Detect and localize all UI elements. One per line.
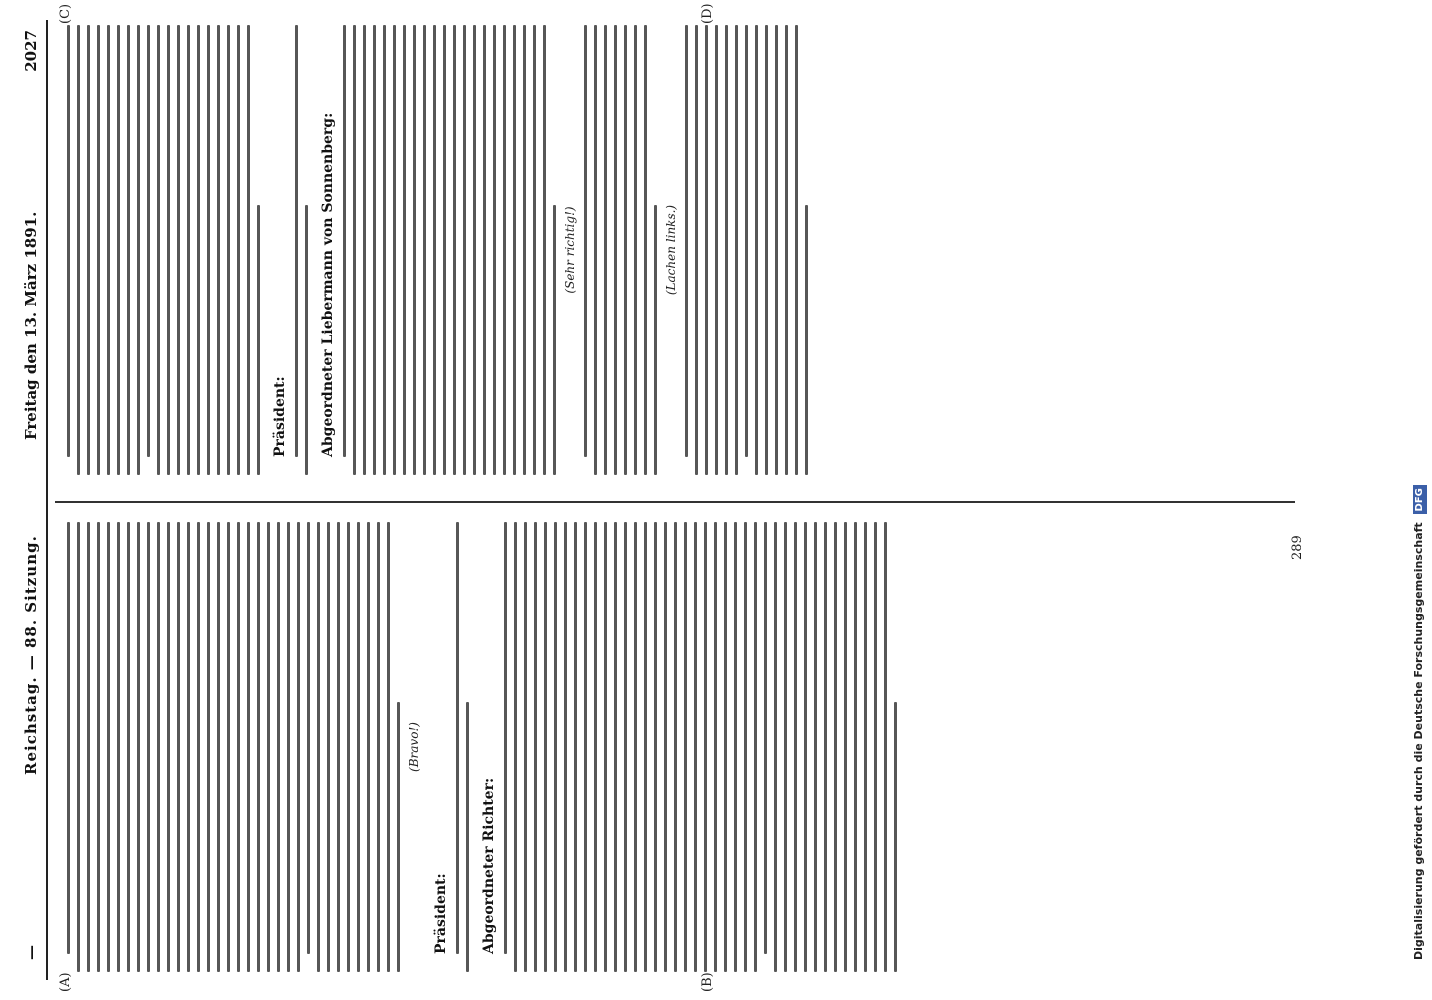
text-line — [553, 205, 556, 475]
text-line — [343, 25, 346, 457]
text-line — [894, 702, 897, 972]
text-line — [207, 25, 210, 475]
text-line — [564, 522, 567, 972]
text-line — [715, 25, 718, 475]
text-line — [514, 522, 517, 972]
text-line — [237, 522, 240, 972]
text-line — [157, 25, 160, 475]
text-line — [257, 205, 260, 475]
text-line — [503, 25, 506, 475]
text-line — [337, 522, 340, 972]
text-line — [456, 522, 459, 954]
text-line — [734, 522, 737, 972]
text-line — [804, 522, 807, 972]
text-line — [765, 25, 768, 475]
text-line — [77, 25, 80, 475]
digitization-credit — [1408, 0, 1430, 1000]
text-line — [794, 522, 797, 972]
text-line — [714, 522, 717, 972]
text-line — [413, 25, 416, 475]
text-line — [725, 25, 728, 475]
column-divider — [55, 502, 1295, 504]
right-column — [60, 25, 815, 475]
text-line — [107, 522, 110, 972]
text-line — [247, 25, 250, 475]
text-line — [644, 522, 647, 972]
text-line — [177, 522, 180, 972]
text-line — [644, 25, 647, 475]
body-text-block — [504, 522, 757, 972]
text-line — [453, 25, 456, 475]
text-line — [97, 522, 100, 972]
text-line — [824, 522, 827, 972]
text-line — [147, 25, 150, 457]
text-line — [854, 522, 857, 972]
text-line — [774, 522, 777, 972]
text-line — [87, 522, 90, 972]
text-line — [735, 25, 738, 475]
header-page-number: 2027 — [22, 30, 40, 72]
text-line — [137, 25, 140, 475]
speaker-name: Abgeordneter Richter: — [481, 777, 497, 954]
text-line — [207, 522, 210, 972]
text-line — [257, 522, 260, 972]
text-line — [267, 522, 270, 972]
text-line — [197, 25, 200, 475]
text-line — [614, 25, 617, 475]
text-line — [127, 522, 130, 972]
text-line — [685, 25, 688, 457]
text-line — [287, 522, 290, 972]
text-line — [694, 522, 697, 972]
text-line — [624, 25, 627, 475]
text-line — [523, 25, 526, 475]
text-line — [167, 522, 170, 972]
text-line — [387, 522, 390, 972]
text-line — [295, 25, 298, 457]
body-text-block — [67, 25, 140, 475]
text-line — [353, 25, 356, 475]
body-text-block — [745, 25, 808, 475]
footer-page-number: 289 — [1290, 535, 1305, 560]
text-line — [664, 522, 667, 972]
header-rule — [46, 20, 48, 980]
margin-letter-b: (B) — [700, 972, 715, 992]
text-line — [347, 522, 350, 972]
text-line — [604, 25, 607, 475]
text-line — [473, 25, 476, 475]
text-line — [745, 25, 748, 457]
text-line — [764, 522, 767, 954]
left-column — [60, 522, 904, 972]
text-line — [443, 25, 446, 475]
text-line — [604, 522, 607, 972]
body-text-block — [307, 522, 400, 972]
text-line — [704, 522, 707, 972]
text-line — [814, 522, 817, 972]
text-line — [614, 522, 617, 972]
text-line — [117, 522, 120, 972]
interjection: (Lachen links.) — [664, 204, 678, 296]
text-line — [784, 522, 787, 972]
body-text-block — [343, 25, 556, 475]
text-line — [147, 522, 150, 972]
text-line — [483, 25, 486, 475]
speaker-name: Abgeordneter Liebermann von Sonnenberg: — [320, 112, 336, 457]
text-line — [187, 25, 190, 475]
text-line — [534, 522, 537, 972]
text-line — [795, 25, 798, 475]
text-line — [433, 25, 436, 475]
text-line — [227, 25, 230, 475]
text-line — [744, 522, 747, 972]
body-text-block — [584, 25, 657, 475]
text-line — [493, 25, 496, 475]
text-line — [393, 25, 396, 475]
text-line — [674, 522, 677, 972]
text-line — [544, 522, 547, 972]
text-line — [97, 25, 100, 475]
text-line — [373, 25, 376, 475]
text-line — [884, 522, 887, 972]
speaker-name: Präsident: — [433, 873, 449, 954]
text-line — [624, 522, 627, 972]
text-line — [423, 25, 426, 475]
text-line — [463, 25, 466, 475]
text-line — [197, 522, 200, 972]
header-date: Freitag den 13. März 1891. — [22, 211, 40, 440]
header-dash: — — [22, 945, 40, 960]
text-line — [187, 522, 190, 972]
text-line — [754, 522, 757, 972]
text-line — [724, 522, 727, 972]
credit-text: Digitalisierung gefördert durch die Deutsche Forschungsgemeinschaft — [1412, 522, 1425, 960]
body-text-block — [147, 25, 260, 475]
margin-letter-c: (C) — [58, 3, 73, 24]
text-line — [805, 205, 808, 475]
text-line — [127, 25, 130, 475]
text-line — [363, 25, 366, 475]
text-line — [775, 25, 778, 475]
text-line — [466, 702, 469, 972]
text-line — [504, 522, 507, 954]
text-line — [247, 522, 250, 972]
text-line — [844, 522, 847, 972]
text-line — [297, 522, 300, 972]
header-session: Reichstag. — 88. Sitzung. — [22, 535, 40, 775]
text-line — [77, 522, 80, 972]
body-text-block — [456, 522, 469, 972]
text-line — [377, 522, 380, 972]
text-line — [574, 522, 577, 972]
text-line — [117, 25, 120, 475]
text-line — [227, 522, 230, 972]
text-line — [654, 205, 657, 475]
margin-letter-a: (A) — [58, 972, 73, 992]
running-header — [22, 0, 46, 1000]
text-line — [107, 25, 110, 475]
text-line — [67, 522, 70, 954]
text-line — [874, 522, 877, 972]
text-line — [217, 522, 220, 972]
text-line — [533, 25, 536, 475]
text-line — [554, 522, 557, 972]
text-line — [634, 25, 637, 475]
text-line — [684, 522, 687, 972]
text-line — [755, 25, 758, 475]
text-line — [584, 25, 587, 457]
text-line — [785, 25, 788, 475]
text-line — [305, 205, 308, 475]
text-line — [317, 522, 320, 972]
text-line — [307, 522, 310, 954]
text-line — [584, 522, 587, 972]
text-line — [87, 25, 90, 475]
text-line — [217, 25, 220, 475]
body-text-block — [67, 522, 300, 972]
text-line — [403, 25, 406, 475]
dfg-logo: DFG — [1413, 485, 1427, 514]
text-line — [277, 522, 280, 972]
text-line — [543, 25, 546, 475]
body-text-block — [685, 25, 738, 475]
text-line — [357, 522, 360, 972]
text-line — [137, 522, 140, 972]
margin-letter-d: (D) — [700, 3, 715, 24]
text-line — [864, 522, 867, 972]
text-line — [634, 522, 637, 972]
text-line — [397, 702, 400, 972]
text-line — [594, 522, 597, 972]
interjection: (Bravo!) — [407, 722, 421, 772]
text-line — [705, 25, 708, 475]
speaker-name: Präsident: — [272, 376, 288, 457]
body-text-block — [295, 25, 308, 475]
text-line — [177, 25, 180, 475]
text-line — [157, 522, 160, 972]
text-line — [383, 25, 386, 475]
text-line — [524, 522, 527, 972]
text-line — [513, 25, 516, 475]
text-line — [67, 25, 70, 457]
text-line — [237, 25, 240, 475]
text-line — [327, 522, 330, 972]
body-text-block — [764, 522, 897, 972]
text-line — [834, 522, 837, 972]
text-line — [654, 522, 657, 972]
text-line — [695, 25, 698, 475]
text-line — [367, 522, 370, 972]
text-line — [594, 25, 597, 475]
text-line — [167, 25, 170, 475]
interjection: (Sehr richtig!) — [563, 206, 577, 294]
